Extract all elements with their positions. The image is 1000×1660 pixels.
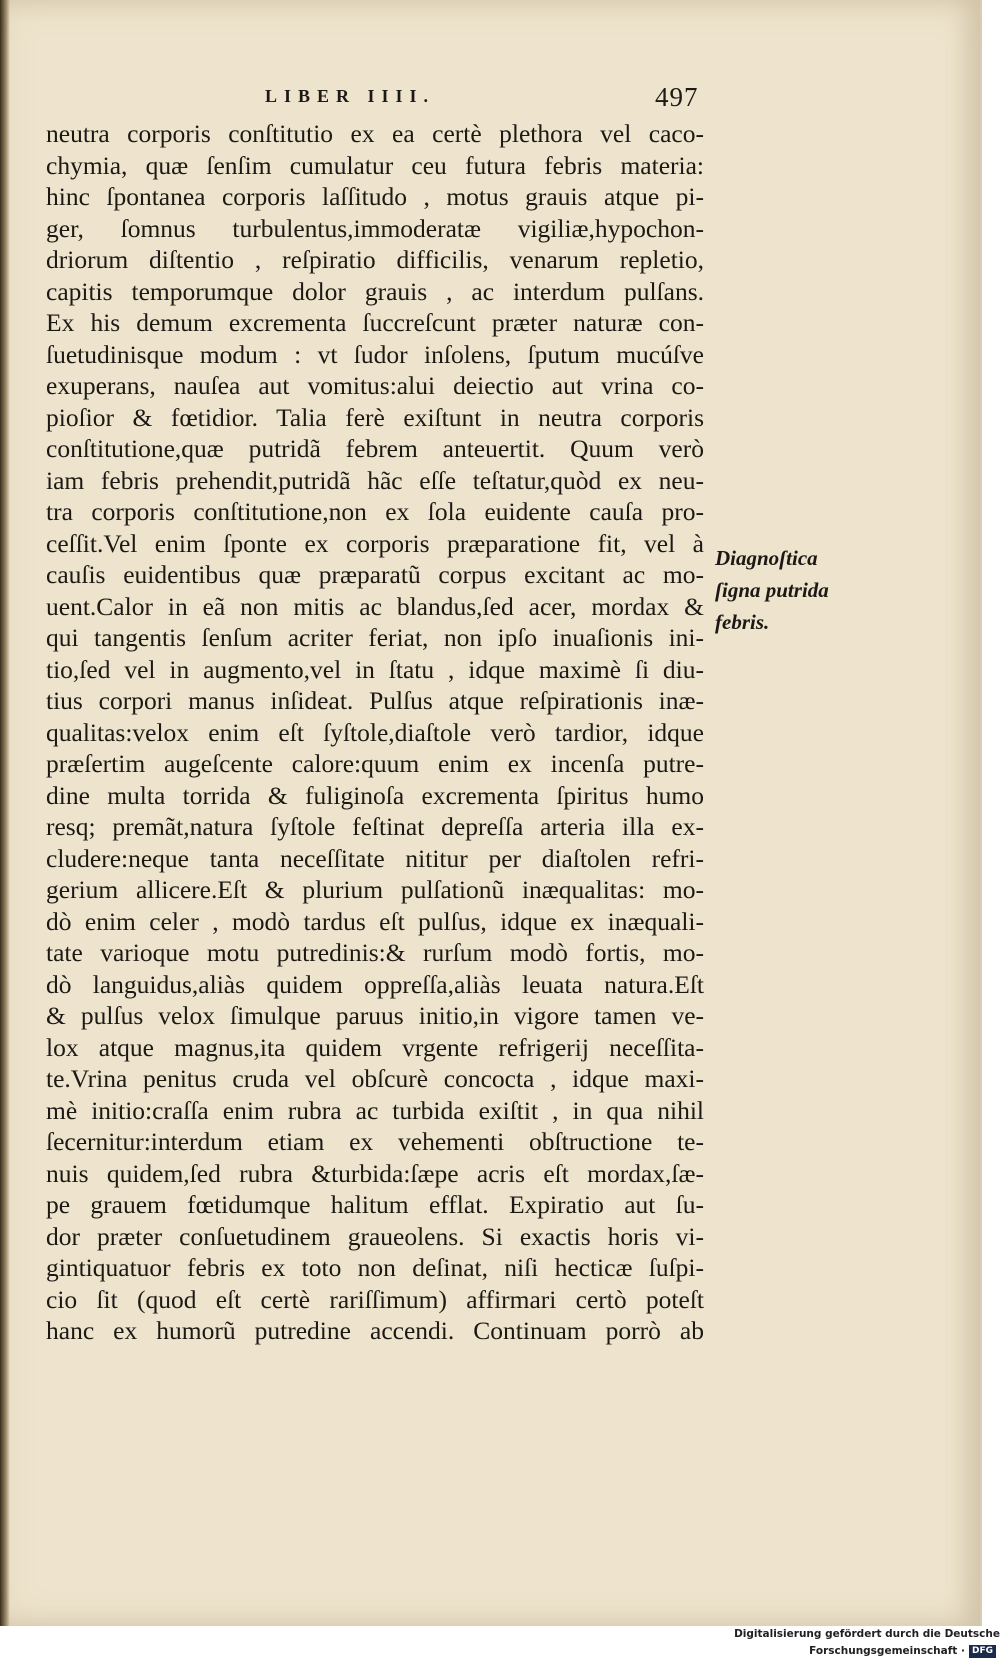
text-line: tio,ſed vel in augmento,vel in ſtatu , idque maximè ſi diu- <box>46 654 704 684</box>
text-line: qui tangentis ſenſum acriter feriat, non ipſo inuaſionis ini- <box>46 623 704 652</box>
text-line: pioſior & fœtidior. Talia ferè exiſtunt in neutra corporis <box>46 402 704 432</box>
text-line: mè initio:craſſa enim rubra ac turbida exiſtit , in qua nihil <box>46 1095 704 1125</box>
text-line: qualitas:velox enim eſt ſyſtole,diaſtole verò tardior, idque <box>46 717 704 747</box>
text-line: Ex his demum excrementa ſuccreſcunt præter naturæ con- <box>46 308 704 337</box>
marginal-note-line: febris. <box>715 610 770 634</box>
text-line: præſertim augeſcente calore:quum enim ex incenſa putre- <box>46 749 704 778</box>
text-line: neutra corporis conſtitutio ex ea certè plethora vel caco- <box>46 119 704 148</box>
text-line: dò languidus,aliàs quidem oppreſſa,aliàs leuata natura.Eſt <box>46 969 704 999</box>
text-line: cludere:neque tanta neceſſitate nititur per diaſtolen refri- <box>46 843 704 873</box>
text-line: ger, ſomnus turbulentus,immoderatæ vigiliæ,hypochon- <box>46 213 704 243</box>
text-line: gerium allicere.Eſt & plurium pulſationũ inæqualitas: mo- <box>46 875 704 904</box>
text-line: chymia, quæ ſenſim cumulatur ceu futura febris materia: <box>46 150 704 180</box>
text-line: pe grauem fœtidumque halitum efflat. Expiratio aut ſu- <box>46 1190 704 1219</box>
digitization-credit <box>600 1626 1000 1657</box>
text-line: tate varioque motu putredinis:& rurſum modò fortis, mo- <box>46 938 704 967</box>
text-line: nuis quidem,ſed rubra &turbida:ſæpe acris eſt mordax,ſæ- <box>46 1158 704 1188</box>
text-line: iam febris prehendit,putridã hãc eſſe teſtatur,quòd ex neu- <box>46 465 704 495</box>
text-line: cauſis euidentibus quæ præparatũ corpus excitant ac mo- <box>46 560 704 589</box>
credit-text: Digitalisierung gefördert durch die Deutsche Forschungsgemeinschaft · <box>734 1628 1000 1657</box>
text-line: tius corpori manus inſideat. Pulſus atque reſpirationis inæ- <box>46 686 704 715</box>
text-line: gintiquatuor febris ex toto non deſinat, niſi hecticæ ſuſpi- <box>46 1253 704 1282</box>
text-line: dò enim celer , modò tardus eſt pulſus, idque ex inæquali- <box>46 906 704 936</box>
book-gutter <box>0 0 10 1626</box>
running-title: LIBER IIII. <box>265 86 436 106</box>
text-line: te.Vrina penitus cruda vel obſcurè concocta , idque maxi- <box>46 1064 704 1093</box>
text-line: dine multa torrida & fuliginoſa excrementa ſpiritus humo <box>46 780 704 810</box>
text-line: & pulſus velox ſimulque paruus initio,in vigore tamen ve- <box>46 1001 704 1030</box>
text-line: ſuetudinisque modum : vt ſudor inſolens, ſputum mucúſve <box>46 339 704 369</box>
text-line: lox atque magnus,ita quidem vrgente refrigerij neceſſita- <box>46 1032 704 1062</box>
text-line: capitis temporumque dolor grauis , ac interdum pulſans. <box>46 276 704 306</box>
dfg-logo: DFG <box>969 1645 996 1658</box>
marginal-note <box>715 542 905 638</box>
body-text <box>46 118 704 1347</box>
text-line: conſtitutione,quæ putridã febrem anteuertit. Quum verò <box>46 434 704 463</box>
text-line: ceſſit.Vel enim ſponte ex corporis præparatione fit, vel à <box>46 528 704 558</box>
text-line: dor præter conſuetudinem graueolens. Si exactis horis vi- <box>46 1221 704 1251</box>
marginal-note-line: ſigna putrida <box>715 578 829 602</box>
text-line: hanc ex humorũ putredine accendi. Continuam porrò ab <box>46 1316 704 1345</box>
text-line: exuperans, nauſea aut vomitus:alui deiectio aut vrina co- <box>46 371 704 400</box>
text-line: tra corporis conſtitutione,non ex ſola euidente cauſa pro- <box>46 497 704 526</box>
text-line: cio ſit (quod eſt certè rariſſimum) affirmari certò poteſt <box>46 1284 704 1314</box>
text-line: driorum diſtentio , reſpiratio difficilis, venarum repletio, <box>46 245 704 274</box>
text-line: ſecernitur:interdum etiam ex vehementi obſtructione te- <box>46 1127 704 1156</box>
marginal-note-line: Diagnoſtica <box>715 546 818 570</box>
text-line: hinc ſpontanea corporis laſſitudo , motus grauis atque pi- <box>46 182 704 211</box>
running-head <box>0 82 980 116</box>
text-line: resq; premãt,natura ſyſtole feſtinat depreſſa arteria illa ex- <box>46 812 704 841</box>
text-line: uent.Calor in eã non mitis ac blandus,ſed acer, mordax & <box>46 591 704 621</box>
page-number: 497 <box>655 82 699 112</box>
